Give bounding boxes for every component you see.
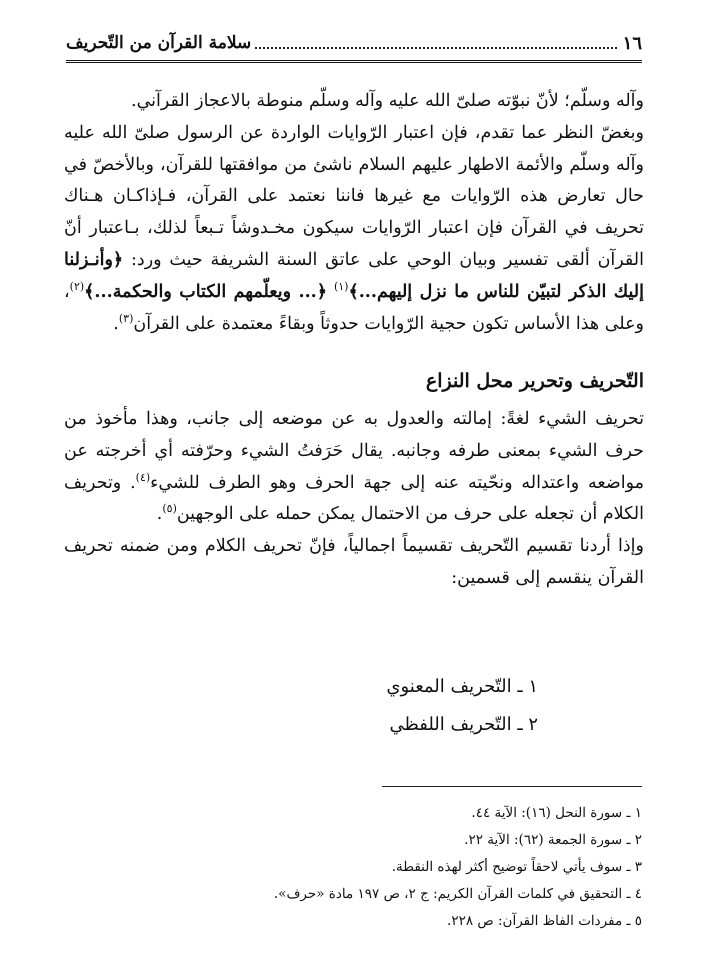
- quran-quote: ﴿وأنـزلنا إليك الذكر لتبيّن للناس ما نزل إليهم...﴾: [64, 249, 644, 302]
- footnotes: [66, 800, 642, 935]
- main-text: [64, 86, 644, 340]
- footnote-marker: (٥): [162, 502, 177, 516]
- footnote: ٤ ـ التحقيق في كلمات القرآن الكريم: ج ٢، ص ١٩٧ مادة «حرف».: [273, 886, 642, 902]
- page-number: ١٦: [622, 32, 642, 54]
- division-list: [386, 668, 538, 744]
- paragraph: تحريف الشيء لغةً: إمالته والعدول به عن موضعه إلى جانب، وهذا مأخوذ من حرف الشيء بمعنى طرفه وجانبه. يقال حَرَفتُ الشيء وحرّفته أي أخرجته عن مواضعه واعتداله ونحّيته عنه إلى جهة الحرف وهو الطرف للشيء$^{(٤)}$. وتحريف الكلام أن تجعله على حرف من الاحتمال يمكن حمله على الوجهين$^{(٥)}$.: [64, 409, 644, 525]
- section-text: [64, 404, 644, 595]
- page-header: [66, 30, 642, 56]
- footnote-marker: (١): [333, 279, 349, 293]
- footnote-marker: (٢): [69, 279, 85, 293]
- paragraph-text: ، وعلى هذا الأساس تكون حجية الرّوايات حدوثاً وبقاءً معتمدة على القرآن: [64, 281, 644, 334]
- header-rule: [66, 60, 642, 63]
- paragraph: وإذا أردنا تقسيم التّحريف تقسيماً اجمالياً، فإنّ تحريف الكلام ومن ضمنه تحريف القرآن ينقسم إلى قسمين:: [64, 536, 644, 588]
- paragraph-text: . وتحريف الكلام أن تجعله على حرف من الاحتمال يمكن حمله على الوجهين: [64, 472, 644, 525]
- paragraph: وبغضّ النظر عما تقدم، فإن اعتبار الرّوايات الواردة عن الرسول صلىّ الله عليه وآله وسلّم والأئمة الاطهار عليهم السلام ناشئ من موافقتها للقرآن، وبالأخصّ في حال تعارض هذه الرّوايات مع غيرها فاننا نعتمد على القرآن، فـإذاكـان هـناك تحريف في القرآن فإن اعتبار الرّوايات سيكون مخـدوشاً تـبعاً لذلك، بـاعتبار أنّ القرآن ألقى تفسير وبيان الوحي على عاتق السنة الشريفة حيث ورد: ﴿وأنـزلنا إليك الذكر لتبيّن للناس ما نزل إليهم...﴾$^{(١)}$ ﴿... ويعلّمهم الكتاب والحكمة...﴾$^{(٢)}$، وعلى هذا الأساس تكون حجية الرّوايات حدوثاً وبقاءً معتمدة على القرآن$^{(٣)}$.: [64, 122, 644, 334]
- paragraph: وآله وسلّم؛ لأنّ نبوّته صلىّ الله عليه وآله وسلّم منوطة بالاعجاز القرآني.: [131, 91, 644, 111]
- list-item: ١ ـ التّحريف المعنوي: [386, 676, 538, 697]
- quran-quote: ﴿... ويعلّمهم الكتاب والحكمة...﴾: [84, 281, 328, 302]
- list-item: ٢ ـ التّحريف اللفظي: [389, 714, 538, 735]
- section-heading: التّحريف وتحرير محل النزاع: [425, 370, 644, 392]
- footnote-marker: (٤): [135, 470, 151, 484]
- footnote: ٥ ـ مفردات الفاظ القرآن: ص ٢٢٨.: [447, 913, 642, 929]
- running-title: سلامة القرآن من التّحريف: [66, 33, 252, 53]
- header-dot-leader: [255, 33, 616, 49]
- paragraph-text: وبغضّ النظر عما تقدم، فإن اعتبار الرّوايات الواردة عن الرسول صلىّ الله عليه وآله وسلّم والأئمة الاطهار عليهم السلام ناشئ من موافقتها للقرآن، وبالأخصّ في حال تعارض هذه الرّوايات مع غيرها فاننا نعتمد على القرآن، فـإذاكـان هـناك تحريف في القرآن فإن اعتبار الرّوايات سيكون مخـدوشاً تـبعاً لذلك، بـاعتبار أنّ القرآن ألقى تفسير وبيان الوحي على عاتق السنة الشريفة حيث ورد:: [64, 122, 644, 270]
- paragraph-text: تحريف الشيء لغةً: إمالته والعدول به عن موضعه إلى جانب، وهذا مأخوذ من حرف الشيء بمعنى طرفه وجانبه. يقال حَرَفتُ الشيء وحرّفته أي أخرجته عن مواضعه واعتداله ونحّيته عنه إلى جهة الحرف وهو الطرف للشيء: [64, 409, 644, 493]
- footnote: ٢ ـ سورة الجمعة (٦٢): الآية ٢٢.: [464, 832, 642, 848]
- footnote: ١ ـ سورة النحل (١٦): الآية ٤٤.: [471, 805, 642, 821]
- footnote-marker: (٣): [118, 311, 134, 325]
- footnote-rule: [382, 786, 642, 787]
- footnote: ٣ ـ سوف يأتي لاحقاً توضيح أكثر لهذه النقطة.: [391, 859, 642, 875]
